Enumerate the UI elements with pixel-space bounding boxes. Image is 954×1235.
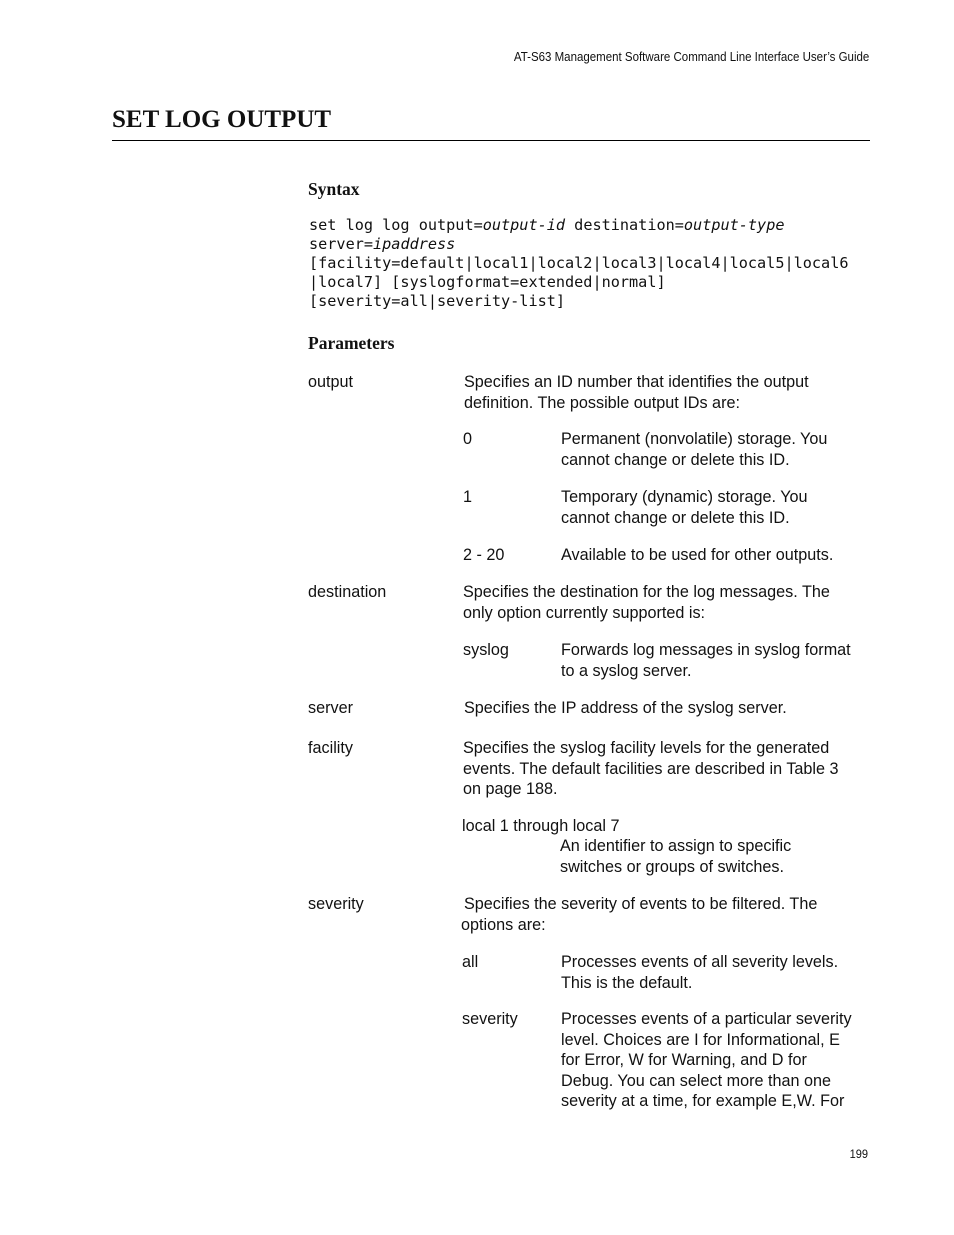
- desc-line: to a syslog server.: [561, 661, 692, 680]
- desc-line: Available to be used for other outputs.: [561, 546, 834, 564]
- desc-line: Debug. You can select more than one: [561, 1071, 831, 1090]
- option-desc: [561, 429, 827, 470]
- param-name-severity: severity: [308, 895, 364, 913]
- desc-line: Processes events of a particular severity: [561, 1010, 852, 1028]
- page-number: 199: [849, 1147, 868, 1161]
- title-rule: [112, 140, 870, 141]
- param-desc-destination: [463, 582, 830, 623]
- syntax-placeholder: ipaddress: [373, 235, 456, 253]
- running-header: AT-S63 Management Software Command Line Interface User’s Guide: [513, 50, 869, 64]
- desc-line: level. Choices are I for Informational, E: [561, 1030, 840, 1049]
- option-key: syslog: [463, 641, 509, 659]
- syntax-placeholder: output-id: [482, 216, 566, 234]
- desc-line: only option currently supported is:: [463, 603, 706, 622]
- desc-line: options are:: [461, 915, 546, 934]
- option-desc: [560, 836, 791, 877]
- param-desc-server: [464, 698, 787, 719]
- desc-line: Processes events of all severity levels.: [561, 953, 839, 971]
- option-desc: [561, 1009, 852, 1112]
- desc-line: cannot change or delete this ID.: [561, 508, 790, 527]
- parameters-heading: Parameters: [308, 333, 395, 353]
- syntax-block: [309, 216, 848, 311]
- option-desc: [561, 545, 833, 566]
- syntax-heading: Syntax: [308, 179, 360, 199]
- desc-line: definition. The possible output IDs are:: [464, 393, 740, 412]
- syntax-text: [facility=default|local1|local2|local3|local4|local5|local6: [309, 254, 849, 272]
- syntax-text: set log log output=: [309, 216, 483, 234]
- option-key: 1: [463, 488, 473, 506]
- param-name-destination: destination: [308, 583, 387, 601]
- page-title: SET LOG OUTPUT: [112, 106, 332, 133]
- desc-line: Forwards log messages in syslog format: [561, 641, 851, 659]
- syntax-placeholder: output-type: [683, 216, 785, 234]
- desc-line: Temporary (dynamic) storage. You: [561, 488, 808, 506]
- param-name-facility: facility: [308, 739, 353, 757]
- param-desc-facility: [463, 738, 839, 800]
- desc-line: cannot change or delete this ID.: [561, 450, 790, 469]
- desc-line: Specifies the syslog facility levels for the generated: [463, 739, 830, 757]
- desc-line: on page 188.: [463, 780, 558, 798]
- desc-line: Specifies the severity of events to be filtered. The: [464, 895, 818, 913]
- desc-line: Specifies the IP address of the syslog server.: [464, 699, 787, 717]
- desc-line: An identifier to assign to specific: [560, 837, 792, 855]
- param-desc-severity: [461, 894, 817, 935]
- param-desc-output: [464, 372, 809, 413]
- syntax-text: server=: [309, 235, 374, 253]
- desc-line: events. The default facilities are described in Table 3: [463, 759, 839, 778]
- param-name-server: server: [308, 699, 353, 717]
- param-name-output: output: [308, 373, 354, 391]
- option-desc: [561, 952, 838, 993]
- desc-line: Permanent (nonvolatile) storage. You: [561, 430, 828, 448]
- desc-line: Specifies an ID number that identifies the output: [464, 373, 809, 391]
- option-key: 0: [463, 430, 473, 448]
- option-key: all: [462, 953, 479, 971]
- desc-line: This is the default.: [561, 973, 693, 992]
- option-key: local 1 through local 7: [462, 817, 620, 835]
- option-desc: [561, 640, 851, 681]
- option-key: 2 - 20: [463, 546, 505, 564]
- syntax-text: [severity=all|severity-list]: [309, 292, 566, 310]
- desc-line: for Error, W for Warning, and D for: [561, 1051, 807, 1069]
- desc-line: switches or groups of switches.: [560, 857, 785, 876]
- desc-line: Specifies the destination for the log messages. The: [463, 583, 830, 601]
- syntax-text: |local7] [syslogformat=extended|normal]: [309, 273, 666, 291]
- desc-line: severity at a time, for example E,W. For: [561, 1092, 845, 1110]
- syntax-text: destination=: [565, 216, 684, 234]
- option-desc: [561, 487, 808, 528]
- option-key: severity: [462, 1010, 518, 1028]
